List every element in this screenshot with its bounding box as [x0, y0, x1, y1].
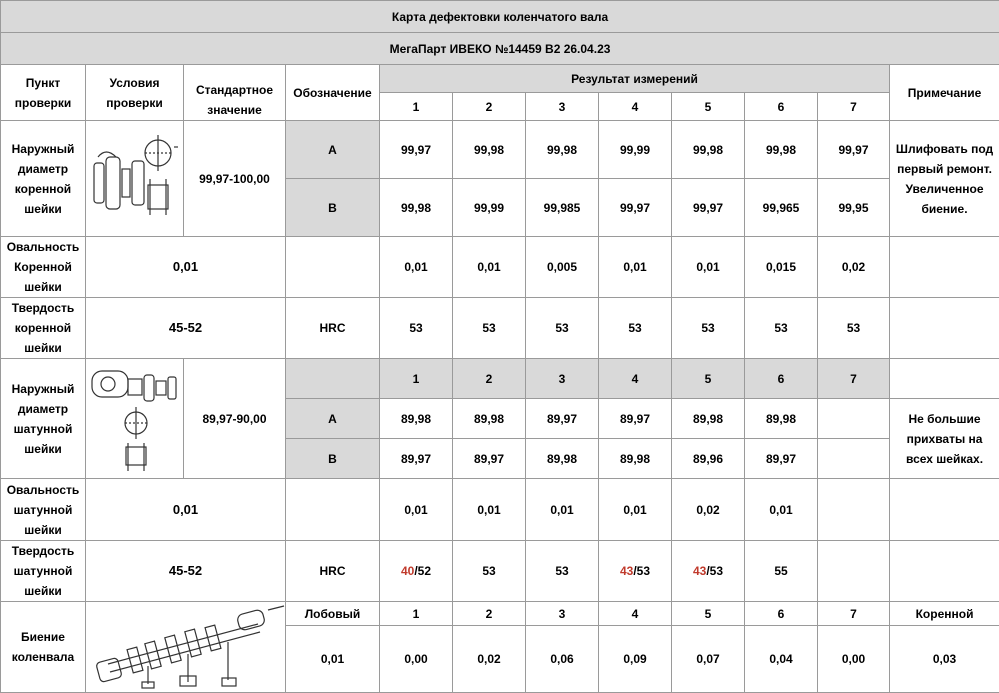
rod-hard-note [890, 541, 999, 602]
main-hard-4: 53 [599, 298, 672, 359]
main-outer-b-3: 99,985 [526, 179, 599, 237]
main-outer-a-4: 99,99 [599, 121, 672, 179]
rod-oval-note [890, 479, 999, 541]
runout-4: 0,09 [599, 626, 672, 693]
main-journal-diagram [86, 121, 184, 237]
main-outer-b-5: 99,97 [672, 179, 745, 237]
col-4: 4 [599, 93, 672, 121]
col-3: 3 [526, 93, 599, 121]
main-outer-des-b: B [286, 179, 380, 237]
rod-col-4: 4 [599, 359, 672, 399]
rod-outer-a-7 [818, 399, 890, 439]
header-conditions: Условия проверки [86, 65, 184, 121]
rod-hard-5-ref: /53 [706, 564, 724, 578]
main-outer-a-5: 99,98 [672, 121, 745, 179]
runout-col-2: 2 [453, 602, 526, 626]
col-6: 6 [745, 93, 818, 121]
main-outer-b-1: 99,98 [380, 179, 453, 237]
rod-hard-2: 53 [453, 541, 526, 602]
col-5: 5 [672, 93, 745, 121]
main-outer-b-4: 99,97 [599, 179, 672, 237]
rod-hard-1 [380, 541, 453, 602]
rod-hard-4-measured: 43 [619, 564, 634, 578]
rod-outer-b-4: 89,98 [599, 439, 672, 479]
rod-col-5: 5 [672, 359, 745, 399]
main-outer-a-7: 99,97 [818, 121, 890, 179]
rod-hard-1-ref: /52 [414, 564, 432, 578]
main-outer-note: Шлифовать под первый ремонт. Увеличенное биение. [890, 121, 999, 237]
main-oval-1: 0,01 [380, 237, 453, 298]
rod-outer-b-5: 89,96 [672, 439, 745, 479]
runout-col-1: 1 [380, 602, 453, 626]
main-hard-des: HRC [286, 298, 380, 359]
main-oval-note [890, 237, 999, 298]
rod-journal-diagram [86, 359, 184, 479]
rod-hard-6: 55 [745, 541, 818, 602]
rod-outer-note-head [890, 359, 999, 399]
runout-col-3: 3 [526, 602, 599, 626]
rod-oval-3: 0,01 [526, 479, 599, 541]
main-hard-note [890, 298, 999, 359]
rod-outer-a-2: 89,98 [453, 399, 526, 439]
rod-outer-b-6: 89,97 [745, 439, 818, 479]
col-7: 7 [818, 93, 890, 121]
rod-oval-2: 0,01 [453, 479, 526, 541]
runout-7: 0,00 [818, 626, 890, 693]
rod-col-7: 7 [818, 359, 890, 399]
header-standard: Стандартное значение [184, 65, 286, 121]
main-outer-standard: 99,97-100,00 [184, 121, 286, 237]
runout-des: 0,01 [286, 626, 380, 693]
rod-outer-a-5: 89,98 [672, 399, 745, 439]
main-oval-6: 0,015 [745, 237, 818, 298]
runout-2: 0,02 [453, 626, 526, 693]
runout-note: 0,03 [890, 626, 999, 693]
runout-label: Биение коленвала [1, 602, 86, 693]
main-oval-4: 0,01 [599, 237, 672, 298]
rod-outer-standard: 89,97-90,00 [184, 359, 286, 479]
rod-hard-standard: 45-52 [86, 541, 286, 602]
rod-oval-4: 0,01 [599, 479, 672, 541]
runout-col-6: 6 [745, 602, 818, 626]
rod-hard-label: Твердость шатунной шейки [1, 541, 86, 602]
col-2: 2 [453, 93, 526, 121]
runout-1: 0,00 [380, 626, 453, 693]
rod-col-3: 3 [526, 359, 599, 399]
rod-outer-b-2: 89,97 [453, 439, 526, 479]
crankshaft-diagram [86, 602, 286, 693]
main-hard-7: 53 [818, 298, 890, 359]
rod-hard-4-ref: /53 [633, 564, 651, 578]
rod-outer-a-1: 89,98 [380, 399, 453, 439]
header-note: Примечание [890, 65, 999, 121]
runout-5: 0,07 [672, 626, 745, 693]
rod-outer-a-3: 89,97 [526, 399, 599, 439]
main-outer-b-6: 99,965 [745, 179, 818, 237]
rod-outer-a-6: 89,98 [745, 399, 818, 439]
main-oval-2: 0,01 [453, 237, 526, 298]
main-outer-a-2: 99,98 [453, 121, 526, 179]
rod-oval-5: 0,02 [672, 479, 745, 541]
rod-hard-des: HRC [286, 541, 380, 602]
main-hard-3: 53 [526, 298, 599, 359]
rod-oval-1: 0,01 [380, 479, 453, 541]
rod-outer-des-a: A [286, 399, 380, 439]
rod-col-2: 2 [453, 359, 526, 399]
main-outer-b-7: 99,95 [818, 179, 890, 237]
main-oval-label: Овальность Коренной шейки [1, 237, 86, 298]
runout-3: 0,06 [526, 626, 599, 693]
header-designation: Обозначение [286, 65, 380, 121]
rod-outer-des-b: B [286, 439, 380, 479]
rod-oval-des [286, 479, 380, 541]
rod-outer-b-3: 89,98 [526, 439, 599, 479]
main-oval-7: 0,02 [818, 237, 890, 298]
rod-outer-des-head [286, 359, 380, 399]
rod-outer-note: Не большие прихваты на всех шейках. [890, 399, 999, 479]
rod-oval-7 [818, 479, 890, 541]
col-1: 1 [380, 93, 453, 121]
rod-hard-7 [818, 541, 890, 602]
main-hard-5: 53 [672, 298, 745, 359]
rod-outer-label: Наружный диаметр шатунной шейки [1, 359, 86, 479]
main-outer-a-3: 99,98 [526, 121, 599, 179]
rod-outer-b-7 [818, 439, 890, 479]
main-outer-a-6: 99,98 [745, 121, 818, 179]
rod-col-6: 6 [745, 359, 818, 399]
main-hard-6: 53 [745, 298, 818, 359]
rod-oval-standard: 0,01 [86, 479, 286, 541]
header-result: Результат измерений [380, 65, 890, 93]
rod-oval-6: 0,01 [745, 479, 818, 541]
rod-hard-5 [672, 541, 745, 602]
rod-col-1: 1 [380, 359, 453, 399]
rod-outer-b-1: 89,97 [380, 439, 453, 479]
main-oval-des [286, 237, 380, 298]
main-hard-label: Твердость коренной шейки [1, 298, 86, 359]
rod-hard-4 [599, 541, 672, 602]
rod-hard-1-measured: 40 [400, 564, 415, 578]
runout-col-7: 7 [818, 602, 890, 626]
main-oval-standard: 0,01 [86, 237, 286, 298]
sheet-title: Карта дефектовки коленчатого вала [1, 1, 999, 33]
main-outer-a-1: 99,97 [380, 121, 453, 179]
rod-outer-a-4: 89,97 [599, 399, 672, 439]
main-outer-des-a: A [286, 121, 380, 179]
main-outer-b-2: 99,99 [453, 179, 526, 237]
rod-hard-3: 53 [526, 541, 599, 602]
header-point: Пункт проверки [1, 65, 86, 121]
runout-6: 0,04 [745, 626, 818, 693]
runout-col-4: 4 [599, 602, 672, 626]
main-outer-label: Наружный диаметр коренной шейки [1, 121, 86, 237]
sheet-subtitle: МегаПарт ИВЕКО №14459 В2 26.04.23 [1, 33, 999, 65]
runout-head-des: Лобовый [286, 602, 380, 626]
main-hard-standard: 45-52 [86, 298, 286, 359]
main-oval-3: 0,005 [526, 237, 599, 298]
runout-col-5: 5 [672, 602, 745, 626]
rod-hard-5-measured: 43 [692, 564, 707, 578]
runout-head-note: Коренной [890, 602, 999, 626]
main-oval-5: 0,01 [672, 237, 745, 298]
rod-oval-label: Овальность шатунной шейки [1, 479, 86, 541]
main-hard-1: 53 [380, 298, 453, 359]
main-hard-2: 53 [453, 298, 526, 359]
